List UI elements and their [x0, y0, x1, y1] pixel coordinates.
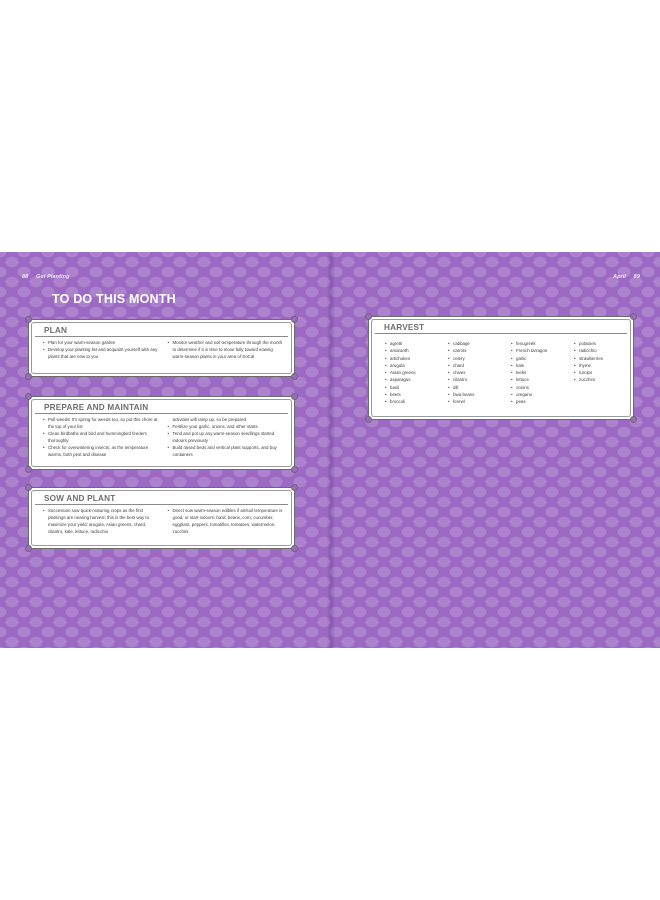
right-running-head: April: [613, 274, 627, 280]
harvest-item: • dill: [448, 384, 511, 391]
sow-plant-divider: [35, 504, 288, 505]
prepare-item: • Clean birdbaths and bird and hummingbird feeders thoroughly: [43, 431, 160, 445]
harvest-item: • cabbage: [448, 340, 511, 347]
harvest-item: • radicchio: [574, 347, 637, 354]
prepare-item: • Pull weeds! It's spring for weeds too, so put this chore at the top of your list: [43, 417, 160, 431]
book-spread: [0, 252, 660, 648]
harvest-item: • potatoes: [574, 340, 637, 347]
harvest-item: • asparagus: [385, 376, 448, 383]
harvest-item: • fava beans: [448, 391, 511, 398]
plan-item: • Plan for your warm-season garden: [43, 340, 160, 347]
sow-list-left: [43, 508, 160, 536]
harvest-list: [574, 340, 637, 384]
harvest-item: • basil: [385, 384, 448, 391]
sow-plant-card: [28, 487, 295, 549]
plan-divider: [35, 336, 288, 337]
harvest-item: • artichokes: [385, 355, 448, 362]
harvest-card: [368, 316, 634, 420]
prepare-item: • Check for overwintering insects; as the temperature warms, both pest and disease: [43, 445, 160, 459]
plan-heading: PLAN: [44, 326, 68, 335]
prepare-item: • Fertilize your garlic, onions, and other starts: [168, 424, 285, 431]
harvest-item: • chives: [448, 369, 511, 376]
prepare-list-right: [168, 424, 285, 459]
plan-card: [28, 319, 295, 377]
harvest-item: • garlic: [511, 355, 574, 362]
harvest-item: • lettuce: [511, 376, 574, 383]
left-folio: [22, 274, 70, 280]
sow-item: • Direct sow warm-season edibles if air/soil temperature is good, or start indoors: basil, beans, corn, cucumber, eggplant, peppers, tomatillos, tomatoes, watermelon, zucchini: [168, 508, 285, 536]
harvest-item: • zucchini: [574, 376, 637, 383]
prepare-maintain-card: [28, 396, 295, 470]
harvest-item: • strawberries: [574, 355, 637, 362]
harvest-item: • fennel: [448, 398, 511, 405]
harvest-column: [385, 340, 448, 405]
right-folio: [613, 274, 640, 280]
harvest-item: • leeks: [511, 369, 574, 376]
harvest-item: • agretti: [385, 340, 448, 347]
prepare-list-left: [43, 417, 160, 458]
harvest-column: [511, 340, 574, 405]
harvest-item: • peas: [511, 398, 574, 405]
sow-item: • Succession sow quick-maturing crops as the first plantings are nearing harvest; this is the best way to maximize your yield: arugula, Asian greens, chard, cilantro, kale, lettuce, radicchio: [43, 508, 160, 536]
left-running-head: Get Planting: [35, 274, 70, 280]
prepare-maintain-heading: PREPARE AND MAINTAIN: [44, 403, 149, 412]
plan-list-right: [168, 340, 285, 361]
plan-item: • Monitor weather and soil temperature through the month to determine if it is time to move fully toward sowing warm-season plants in your area of SoCal: [168, 340, 285, 361]
harvest-item: • beets: [385, 391, 448, 398]
page-gutter: [327, 252, 335, 648]
harvest-item: • carrots: [448, 347, 511, 354]
harvest-item: • oregano: [511, 391, 574, 398]
sow-plant-heading: SOW AND PLANT: [44, 494, 116, 503]
harvest-item: • turnips: [574, 369, 637, 376]
harvest-item: • amaranth: [385, 347, 448, 354]
harvest-item: • Asian greens: [385, 369, 448, 376]
prepare-item: • Build raised beds and vertical plant supports, and buy containers: [168, 445, 285, 459]
sow-list-right: [168, 508, 285, 536]
harvest-item: • onions: [511, 384, 574, 391]
left-page-number: 88: [22, 274, 29, 280]
plan-list-left: [43, 340, 160, 361]
prepare-item: • Tend and pot up any warm-season seedlings started indoors previously: [168, 431, 285, 445]
harvest-list: [448, 340, 511, 405]
harvest-item: • cilantro: [448, 376, 511, 383]
prepare-continuation-text: activities will ramp up, so be prepared: [172, 417, 246, 422]
harvest-item: • kale: [511, 362, 574, 369]
harvest-divider: [375, 333, 627, 334]
harvest-item: • French tarragon: [511, 347, 574, 354]
harvest-column: [574, 340, 637, 405]
harvest-item: • fenugreek: [511, 340, 574, 347]
harvest-columns: [385, 340, 637, 405]
harvest-item: • arugula: [385, 362, 448, 369]
plan-item: • Develop your planting list and acquaint yourself with any plants that are new to you: [43, 347, 160, 361]
prepare-maintain-divider: [35, 413, 288, 414]
harvest-item: • chard: [448, 362, 511, 369]
right-page-number: 89: [633, 274, 640, 280]
page-title: TO DO THIS MONTH: [52, 292, 176, 306]
harvest-item: • celery: [448, 355, 511, 362]
harvest-item: • broccoli: [385, 398, 448, 405]
harvest-item: • thyme: [574, 362, 637, 369]
harvest-heading: HARVEST: [384, 323, 425, 332]
harvest-column: [448, 340, 511, 405]
harvest-list: [511, 340, 574, 405]
harvest-list: [385, 340, 448, 405]
